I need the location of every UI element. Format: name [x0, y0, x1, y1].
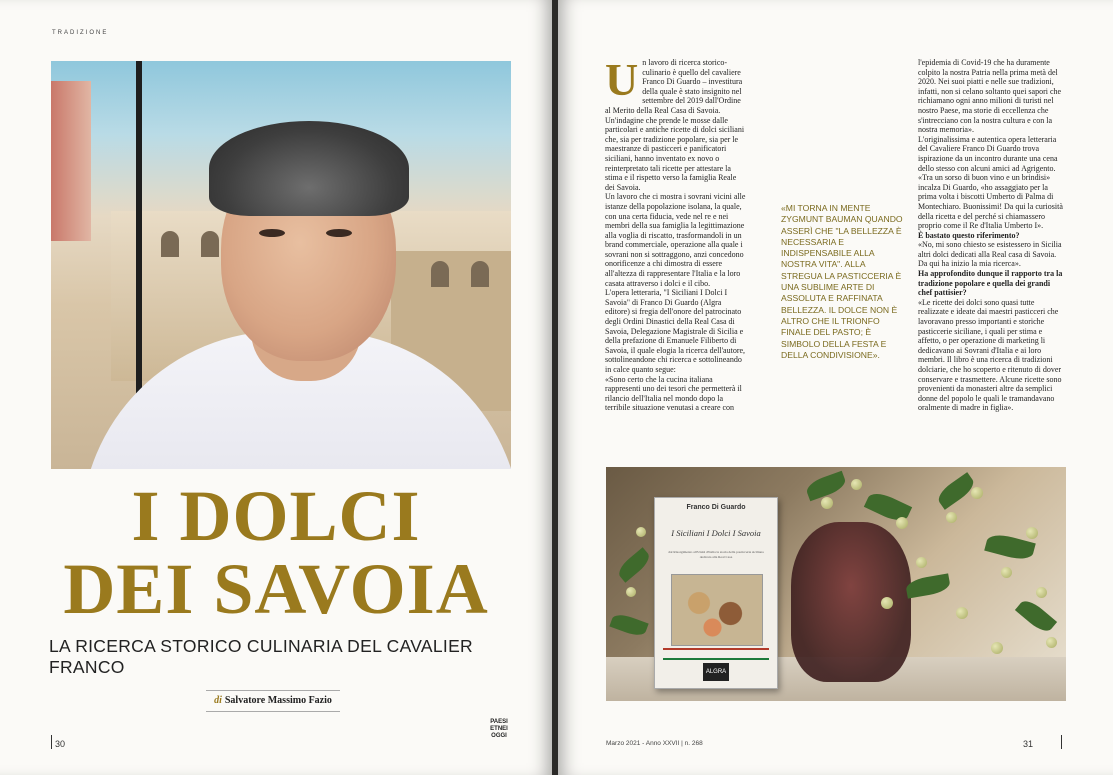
- page-number-left: 30: [55, 739, 66, 749]
- logo-line: ETNEI: [490, 726, 508, 732]
- headline-line2: DEI SAVOIA: [63, 549, 489, 629]
- logo-line: PAESI: [490, 719, 508, 725]
- book-photo: [606, 467, 1066, 701]
- paragraph: L'originalissima e autentica opera letteraria del Cavaliere Franco Di Guardo trova ispirazione da un incontro durante una cena dello stesso con alcuni amici ad Agrigento. «Tra un sorso di buon vino e un brindisi» incalza Di Guardo, «ho assaggiato per la prima volta i biscotti Umberto di Palma di Montechiaro. Buonissimi! Da qui la curiosità della ricetta e del perché si chiamassero proprio come il Re d'Italia Umberto I».: [918, 134, 1063, 231]
- subheadline: LA RICERCA STORICO CULINARIA DEL CAVALIER FRANCO: [49, 636, 473, 677]
- issue-info: Marzo 2021 - Anno XXVII | n. 268: [606, 740, 703, 747]
- publisher-logo: ALGRA: [703, 663, 729, 681]
- byline: [206, 690, 340, 712]
- byline-author: Salvatore Massimo Fazio: [224, 695, 332, 706]
- byline-prefix: di: [214, 695, 222, 706]
- paragraph: n lavoro di ricerca storico-culinario è quello del cavaliere Franco Di Guardo – investitura della quale è stato insignito nel settembre del 2019 dall'Ordine al Merito della Real Casa di Savoia.: [605, 58, 743, 115]
- portrait-photo: [51, 61, 511, 469]
- paragraph: «No, mi sono chiesto se esistessero in Sicilia altri dolci dedicati alla Real casa di Savoia. Da qui ha inizio la mia ricerca».: [918, 240, 1062, 269]
- interview-question: È bastato questo riferimento?: [918, 230, 1020, 240]
- book-cover: [654, 497, 778, 689]
- logo-line: OGGI: [491, 733, 507, 739]
- book-title: I Siciliani I Dolci I Savoia: [671, 528, 761, 538]
- interview-question: Ha approfondito dunque il rapporto tra la tradizione popolare e quella dei grandi chef pattisier?: [918, 269, 1063, 298]
- book-subtitle: dal Risorgimento all'Unità d'Italia la storia della pasticceria siciliana dedicata alla Real Casa: [668, 550, 764, 559]
- paragraph: L'opera letteraria, "I Siciliani I Dolci I Savoia" di Franco Di Guardo (Algra editore) si fregia dell'onore del patrocinato degli Ordini Dinastici della Real Casa di Savoia, Delegazione Magistrale di Sicilia e della prefazione di Emanuele Filiberto di Savoia, il quale elogia la ricerca dell'autore, sottolineandone chi ricerca e sottolineando in calce quanto segue:: [605, 288, 746, 374]
- paragraph: «Le ricette dei dolci sono quasi tutte realizzate e ideate dai maestri pasticceri che lavoravano presso importanti e storiche pasticcerie siciliane, i quali per stima e affetto, o per operazione di marketing li dedicavano ai Sovrani d'Italia e ai loro membri. Il libro è una ricerca di tradizioni dolciarie, che ho scoperto e ritenuto di dover conservare e trasmettere. Alcune ricette sono provenienti da monasteri altre da semplici donne del popolo le quali le tramandavano oralmente di madre in figlia».: [918, 297, 1062, 413]
- section-tag: TRADIZIONE: [52, 30, 109, 36]
- right-page: [558, 0, 1113, 775]
- article-column-3: [918, 58, 1066, 413]
- magazine-logo: [486, 719, 512, 740]
- pull-quote: «MI TORNA IN MENTE ZYGMUNT BAUMAN QUANDO ASSERÌ CHE "LA BELLEZZA È NECESSARIA E INDISPENSABILE ALLA NOSTRA VITA". ALLA STREGUA LA PASTICCERIA È UNA SUBLIME ARTE DI ASSOLUTA E RAFFINATA BELLEZZA. IL DOLCE NON È ALTRO CHE IL TRIONFO FINALE DEL PASTO; È SIMBOLO DELLA FESTA E DELLA CONDIVISIONE».: [781, 203, 903, 360]
- headline-line1: I DOLCI: [131, 476, 421, 556]
- paragraph: «Sono certo che la cucina italiana rappresenti uno dei tesori che permetterà il rilancio dell'Italia nel mondo dopo la terribile situazione venutasi a creare con: [605, 374, 742, 413]
- drop-cap: U: [605, 54, 639, 105]
- left-page: [0, 0, 552, 775]
- book-author: Franco Di Guardo: [686, 504, 746, 511]
- paragraph: Un'indagine che prende le mosse dalle particolari e antiche ricette di dolci siciliani che, sia per tradizione popolare, sia per le maestranze di pasticceri e panificatori siciliani, hanno inventato ex novo o reinterpretato tali ricette per attestare la stima e il rispetto verso la famiglia Reale dei Savoia.: [605, 115, 745, 192]
- book-cover-image: [671, 574, 763, 646]
- paragraph: l'epidemia di Covid-19 che ha duramente colpito la nostra Patria nella prima metà del 2020. Nei suoi piatti e nelle sue tradizioni, infatti, non si celano soltanto quei sapori che richiamano ogni anno milioni di turisti nel nostro Paese, ma storie di eccellenza che s'intrecciano con la nostra cultura e con la nostra memoria».: [918, 58, 1062, 135]
- article-column-1: [605, 54, 747, 413]
- paragraph: Un lavoro che ci mostra i sovrani vicini alle istanze della popolazione isolana, la quale, con una certa fiducia, vede nel re e nei membri della sua famiglia la legittimazione alla voglia di riscatto, trasformandoli in un brand commerciale, operazione alla quale i sovrani non si sottraggono, anzi concedono onorificenze a chi dimostra di essere all'altezza di rappresentare l'Italia e la loro casata attraverso i dolci e il cibo.: [605, 192, 746, 288]
- page-number-right: 31: [1023, 739, 1034, 749]
